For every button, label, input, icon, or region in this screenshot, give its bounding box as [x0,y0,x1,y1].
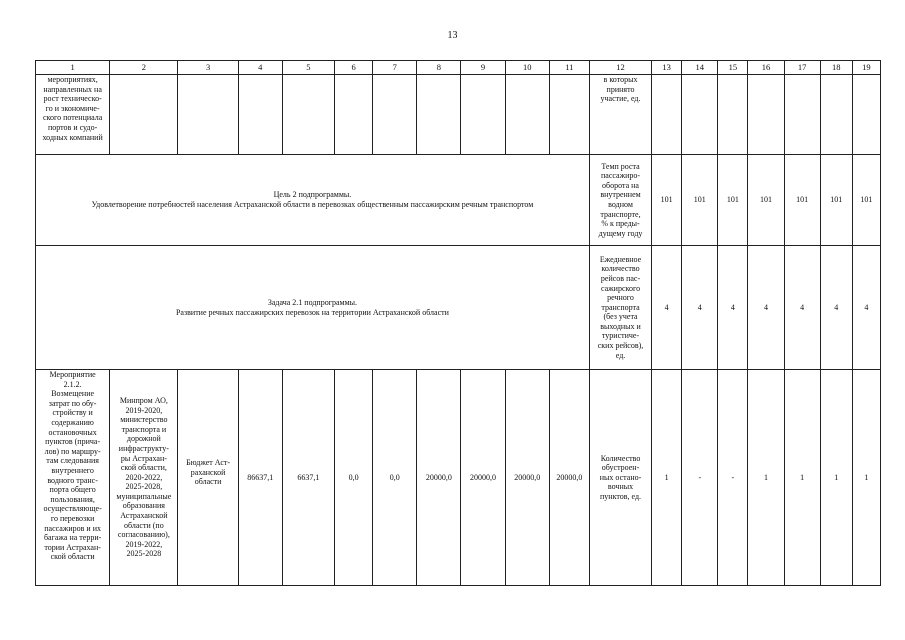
amount-cell: 6637,1 [282,370,334,586]
header-cell: 1 [36,61,110,75]
value-cell: - [718,370,748,586]
task-row [36,246,881,370]
value-cell: 101 [652,155,682,246]
header-cell: 18 [820,61,852,75]
header-cell: 8 [417,61,461,75]
value-cell: 1 [652,370,682,586]
header-cell: 9 [461,61,505,75]
value-cell: 4 [748,246,784,370]
goal-row [36,155,881,246]
amount-cell: 20000,0 [461,370,505,586]
value-cell: 4 [718,246,748,370]
header-cell: 17 [784,61,820,75]
indicator-cell: в которых принято участие, ед. [589,75,651,155]
value-cell: 4 [820,246,852,370]
empty-cell [784,75,820,155]
value-cell: 101 [682,155,718,246]
header-cell: 12 [589,61,651,75]
header-cell: 5 [282,61,334,75]
value-cell: 101 [820,155,852,246]
amount-cell: 20000,0 [549,370,589,586]
empty-cell [718,75,748,155]
header-cell: 13 [652,61,682,75]
value-cell: 4 [784,246,820,370]
empty-cell [820,75,852,155]
value-cell: 4 [682,246,718,370]
empty-cell [178,75,238,155]
amount-cell: 0,0 [373,370,417,586]
header-cell: 10 [505,61,549,75]
empty-cell [652,75,682,155]
empty-cell [238,75,282,155]
indicator-cell: Ежедневное количество рейсов пас- сажирского речного транспорта (без учета выходных и туристиче- ских рейсов), ед. [589,246,651,370]
value-cell: 4 [652,246,682,370]
measure-name-cell: мероприятиях, направленных на рост техническо- го и экономиче- ского потенциала портов и судо- ходных компаний [36,75,110,155]
goal-text: Цель 2 подпрограммы. Удовлетворение потребностей населения Астраханской области в перевозках общественным пассажирским речным транспортом [36,155,590,246]
table-row [36,75,881,155]
header-cell: 4 [238,61,282,75]
value-cell: 101 [748,155,784,246]
value-cell: 1 [784,370,820,586]
value-cell: 101 [784,155,820,246]
header-cell: 2 [110,61,178,75]
executor-cell: Минпром АО, 2019-2020, министерство транспорта и дорожной инфраструкту- ры Астрахан- ской области, 2020-2022, 2025-2028, муниципальные образования Астраханской области (по согласованию), 2019-2022, 2025-2028 [110,370,178,586]
empty-cell [335,75,373,155]
amount-cell: 86637,1 [238,370,282,586]
header-cell: 11 [549,61,589,75]
value-cell: 1 [852,370,880,586]
empty-cell [549,75,589,155]
empty-cell [282,75,334,155]
empty-cell [852,75,880,155]
value-cell: 4 [852,246,880,370]
page-number: 13 [447,30,458,41]
empty-cell [682,75,718,155]
header-cell: 6 [335,61,373,75]
amount-cell: 0,0 [335,370,373,586]
indicator-cell: Количество обустроен- ных остано- вочных пунктов, ед. [589,370,651,586]
measure-row [36,370,881,586]
amount-cell: 20000,0 [417,370,461,586]
value-cell: - [682,370,718,586]
empty-cell [373,75,417,155]
value-cell: 1 [820,370,852,586]
header-cell: 16 [748,61,784,75]
header-cell: 14 [682,61,718,75]
header-cell: 15 [718,61,748,75]
header-cell: 3 [178,61,238,75]
program-table [35,60,881,586]
empty-cell [110,75,178,155]
value-cell: 101 [718,155,748,246]
empty-cell [748,75,784,155]
empty-cell [461,75,505,155]
task-text: Задача 2.1 подпрограммы. Развитие речных пассажирских перевозок на территории Астраханской области [36,246,590,370]
header-cell: 19 [852,61,880,75]
measure-name-cell: Мероприятие 2.1.2. Возмещение затрат по обу- стройству и содержанию остановочных пунктов (прича- лов) по маршру- там следования внутреннего водного транс- порта общего пользования, осуществляюще- го перевозки пассажиров и их багажа на терри- тории Астрахан- ской области [36,370,110,586]
empty-cell [505,75,549,155]
empty-cell [417,75,461,155]
header-cell: 7 [373,61,417,75]
funding-source-cell: Бюджет Аст- раханской области [178,370,238,586]
value-cell: 101 [852,155,880,246]
header-row [36,61,881,75]
value-cell: 1 [748,370,784,586]
indicator-cell: Темп роста пассажиро- оборота на внутреннем водном транспорте, % к преды- дущему году [589,155,651,246]
amount-cell: 20000,0 [505,370,549,586]
